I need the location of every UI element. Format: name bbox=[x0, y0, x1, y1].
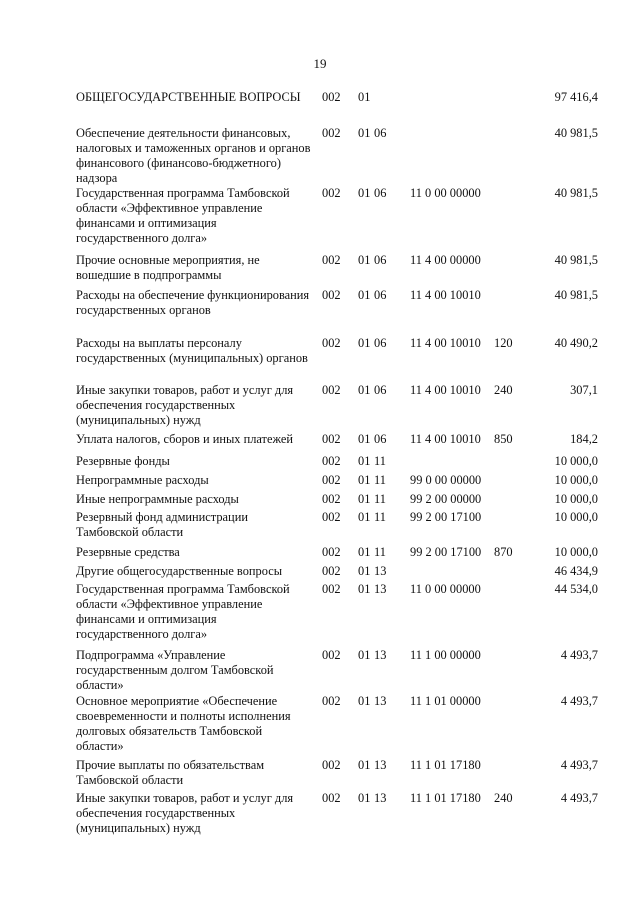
row-rz: 01 bbox=[358, 288, 371, 302]
row-pr: 11 bbox=[374, 454, 386, 468]
row-sum: 10 000,0 bbox=[554, 454, 598, 468]
row-csr: 11 1 00 00000 bbox=[410, 648, 481, 662]
row-pr: 13 bbox=[374, 758, 387, 772]
row-sum: 46 434,9 bbox=[554, 564, 598, 578]
row-pr: 11 bbox=[374, 473, 386, 487]
row-name: Расходы на обеспечение функционирования государственных органов bbox=[76, 288, 310, 317]
row-name: Подпрограмма «Управление государственным долгом Тамбовской области» bbox=[76, 648, 274, 692]
row-vr: 120 bbox=[494, 336, 513, 350]
row-name: Иные закупки товаров, работ и услуг для обеспечения государственных (муниципальных) нужд bbox=[76, 383, 294, 427]
row-name: ОБЩЕГОСУДАРСТВЕННЫЕ ВОПРОСЫ bbox=[76, 90, 301, 104]
row-sum: 40 981,5 bbox=[554, 253, 598, 267]
row-rz: 01 bbox=[358, 126, 371, 140]
row-grbs: 002 bbox=[322, 694, 341, 708]
row-name: Расходы на выплаты персоналу государственных (муниципальных) органов bbox=[76, 336, 308, 365]
row-rz: 01 bbox=[358, 336, 371, 350]
row-rz: 01 bbox=[358, 545, 371, 559]
row-sum: 4 493,7 bbox=[560, 694, 598, 708]
row-grbs: 002 bbox=[322, 126, 341, 140]
row-csr: 11 1 01 17180 bbox=[410, 791, 481, 805]
row-rz: 01 bbox=[358, 564, 371, 578]
row-grbs: 002 bbox=[322, 336, 341, 350]
row-name: Непрограммные расходы bbox=[76, 473, 209, 487]
row-vr: 240 bbox=[494, 383, 513, 397]
row-csr: 11 4 00 10010 bbox=[410, 336, 481, 350]
row-grbs: 002 bbox=[322, 288, 341, 302]
row-pr: 13 bbox=[374, 694, 387, 708]
page-number: 19 bbox=[313, 56, 327, 71]
row-grbs: 002 bbox=[322, 492, 341, 506]
row-pr: 11 bbox=[374, 492, 386, 506]
row-grbs: 002 bbox=[322, 90, 341, 104]
row-grbs: 002 bbox=[322, 454, 341, 468]
row-sum: 307,1 bbox=[570, 383, 598, 397]
row-sum: 44 534,0 bbox=[554, 582, 598, 596]
row-grbs: 002 bbox=[322, 473, 341, 487]
row-rz: 01 bbox=[358, 383, 371, 397]
row-vr: 240 bbox=[494, 791, 513, 805]
row-pr: 06 bbox=[374, 336, 387, 350]
row-csr: 11 1 01 17180 bbox=[410, 758, 481, 772]
row-pr: 06 bbox=[374, 432, 387, 446]
row-csr: 11 4 00 10010 bbox=[410, 383, 481, 397]
row-grbs: 002 bbox=[322, 510, 341, 524]
row-sum: 4 493,7 bbox=[560, 758, 598, 772]
row-name: Иные закупки товаров, работ и услуг для обеспечения государственных (муниципальных) нужд bbox=[76, 791, 294, 835]
row-sum: 10 000,0 bbox=[554, 545, 598, 559]
row-name: Государственная программа Тамбовской области «Эффективное управление финансами и оптимизация государственного долга» bbox=[76, 186, 290, 245]
row-grbs: 002 bbox=[322, 186, 341, 200]
row-sum: 40 981,5 bbox=[554, 126, 598, 140]
row-rz: 01 bbox=[358, 253, 371, 267]
row-name: Обеспечение деятельности финансовых, налоговых и таможенных органов и органов финансового (финансово-бюджетного) надзора bbox=[76, 126, 311, 185]
row-grbs: 002 bbox=[322, 564, 341, 578]
row-pr: 06 bbox=[374, 288, 387, 302]
row-grbs: 002 bbox=[322, 582, 341, 596]
row-csr: 99 2 00 17100 bbox=[410, 545, 482, 559]
row-sum: 40 981,5 bbox=[554, 186, 598, 200]
row-csr: 11 4 00 10010 bbox=[410, 288, 481, 302]
row-csr: 99 2 00 17100 bbox=[410, 510, 482, 524]
row-grbs: 002 bbox=[322, 758, 341, 772]
row-csr: 11 0 00 00000 bbox=[410, 582, 481, 596]
row-csr: 11 1 01 00000 bbox=[410, 694, 481, 708]
row-pr: 11 bbox=[374, 510, 386, 524]
row-sum: 40 490,2 bbox=[554, 336, 598, 350]
row-rz: 01 bbox=[358, 492, 371, 506]
row-name: Другие общегосударственные вопросы bbox=[76, 564, 283, 578]
row-rz: 01 bbox=[358, 510, 371, 524]
row-csr: 11 0 00 00000 bbox=[410, 186, 481, 200]
row-name: Резервные средства bbox=[76, 545, 180, 559]
row-sum: 4 493,7 bbox=[560, 791, 598, 805]
row-pr: 06 bbox=[374, 253, 387, 267]
row-grbs: 002 bbox=[322, 648, 341, 662]
row-sum: 10 000,0 bbox=[554, 473, 598, 487]
row-grbs: 002 bbox=[322, 545, 341, 559]
row-sum: 97 416,4 bbox=[554, 90, 598, 104]
row-grbs: 002 bbox=[322, 432, 341, 446]
row-vr: 850 bbox=[494, 432, 513, 446]
row-rz: 01 bbox=[358, 648, 371, 662]
row-name: Прочие выплаты по обязательствам Тамбовской области bbox=[76, 758, 265, 787]
row-sum: 10 000,0 bbox=[554, 510, 598, 524]
row-grbs: 002 bbox=[322, 791, 341, 805]
row-sum: 40 981,5 bbox=[554, 288, 598, 302]
row-csr: 99 2 00 00000 bbox=[410, 492, 482, 506]
row-name: Иные непрограммные расходы bbox=[76, 492, 239, 506]
row-rz: 01 bbox=[358, 582, 371, 596]
row-csr: 99 0 00 00000 bbox=[410, 473, 482, 487]
row-rz: 01 bbox=[358, 473, 371, 487]
row-pr: 06 bbox=[374, 383, 387, 397]
row-rz: 01 bbox=[358, 186, 371, 200]
row-vr: 870 bbox=[494, 545, 513, 559]
row-pr: 11 bbox=[374, 545, 386, 559]
row-rz: 01 bbox=[358, 454, 371, 468]
row-name: Государственная программа Тамбовской области «Эффективное управление финансами и оптимизация государственного долга» bbox=[76, 582, 290, 641]
row-pr: 13 bbox=[374, 791, 387, 805]
row-name: Прочие основные мероприятия, не вошедшие в подпрограммы bbox=[76, 253, 260, 282]
row-csr: 11 4 00 00000 bbox=[410, 253, 481, 267]
row-pr: 13 bbox=[374, 648, 387, 662]
row-rz: 01 bbox=[358, 432, 371, 446]
row-pr: 06 bbox=[374, 186, 387, 200]
row-rz: 01 bbox=[358, 90, 371, 104]
row-pr: 13 bbox=[374, 582, 387, 596]
row-sum: 184,2 bbox=[570, 432, 598, 446]
row-csr: 11 4 00 10010 bbox=[410, 432, 481, 446]
row-rz: 01 bbox=[358, 791, 371, 805]
row-sum: 10 000,0 bbox=[554, 492, 598, 506]
row-name: Резервные фонды bbox=[76, 454, 170, 468]
row-name: Резервный фонд администрации Тамбовской области bbox=[76, 510, 248, 539]
row-name: Уплата налогов, сборов и иных платежей bbox=[76, 432, 294, 446]
row-rz: 01 bbox=[358, 694, 371, 708]
row-rz: 01 bbox=[358, 758, 371, 772]
row-grbs: 002 bbox=[322, 383, 341, 397]
row-name: Основное мероприятие «Обеспечение своевременности и полноты исполнения долговых обязательств Тамбовской области» bbox=[76, 694, 291, 753]
row-sum: 4 493,7 bbox=[560, 648, 598, 662]
row-grbs: 002 bbox=[322, 253, 341, 267]
row-pr: 06 bbox=[374, 126, 387, 140]
row-pr: 13 bbox=[374, 564, 387, 578]
